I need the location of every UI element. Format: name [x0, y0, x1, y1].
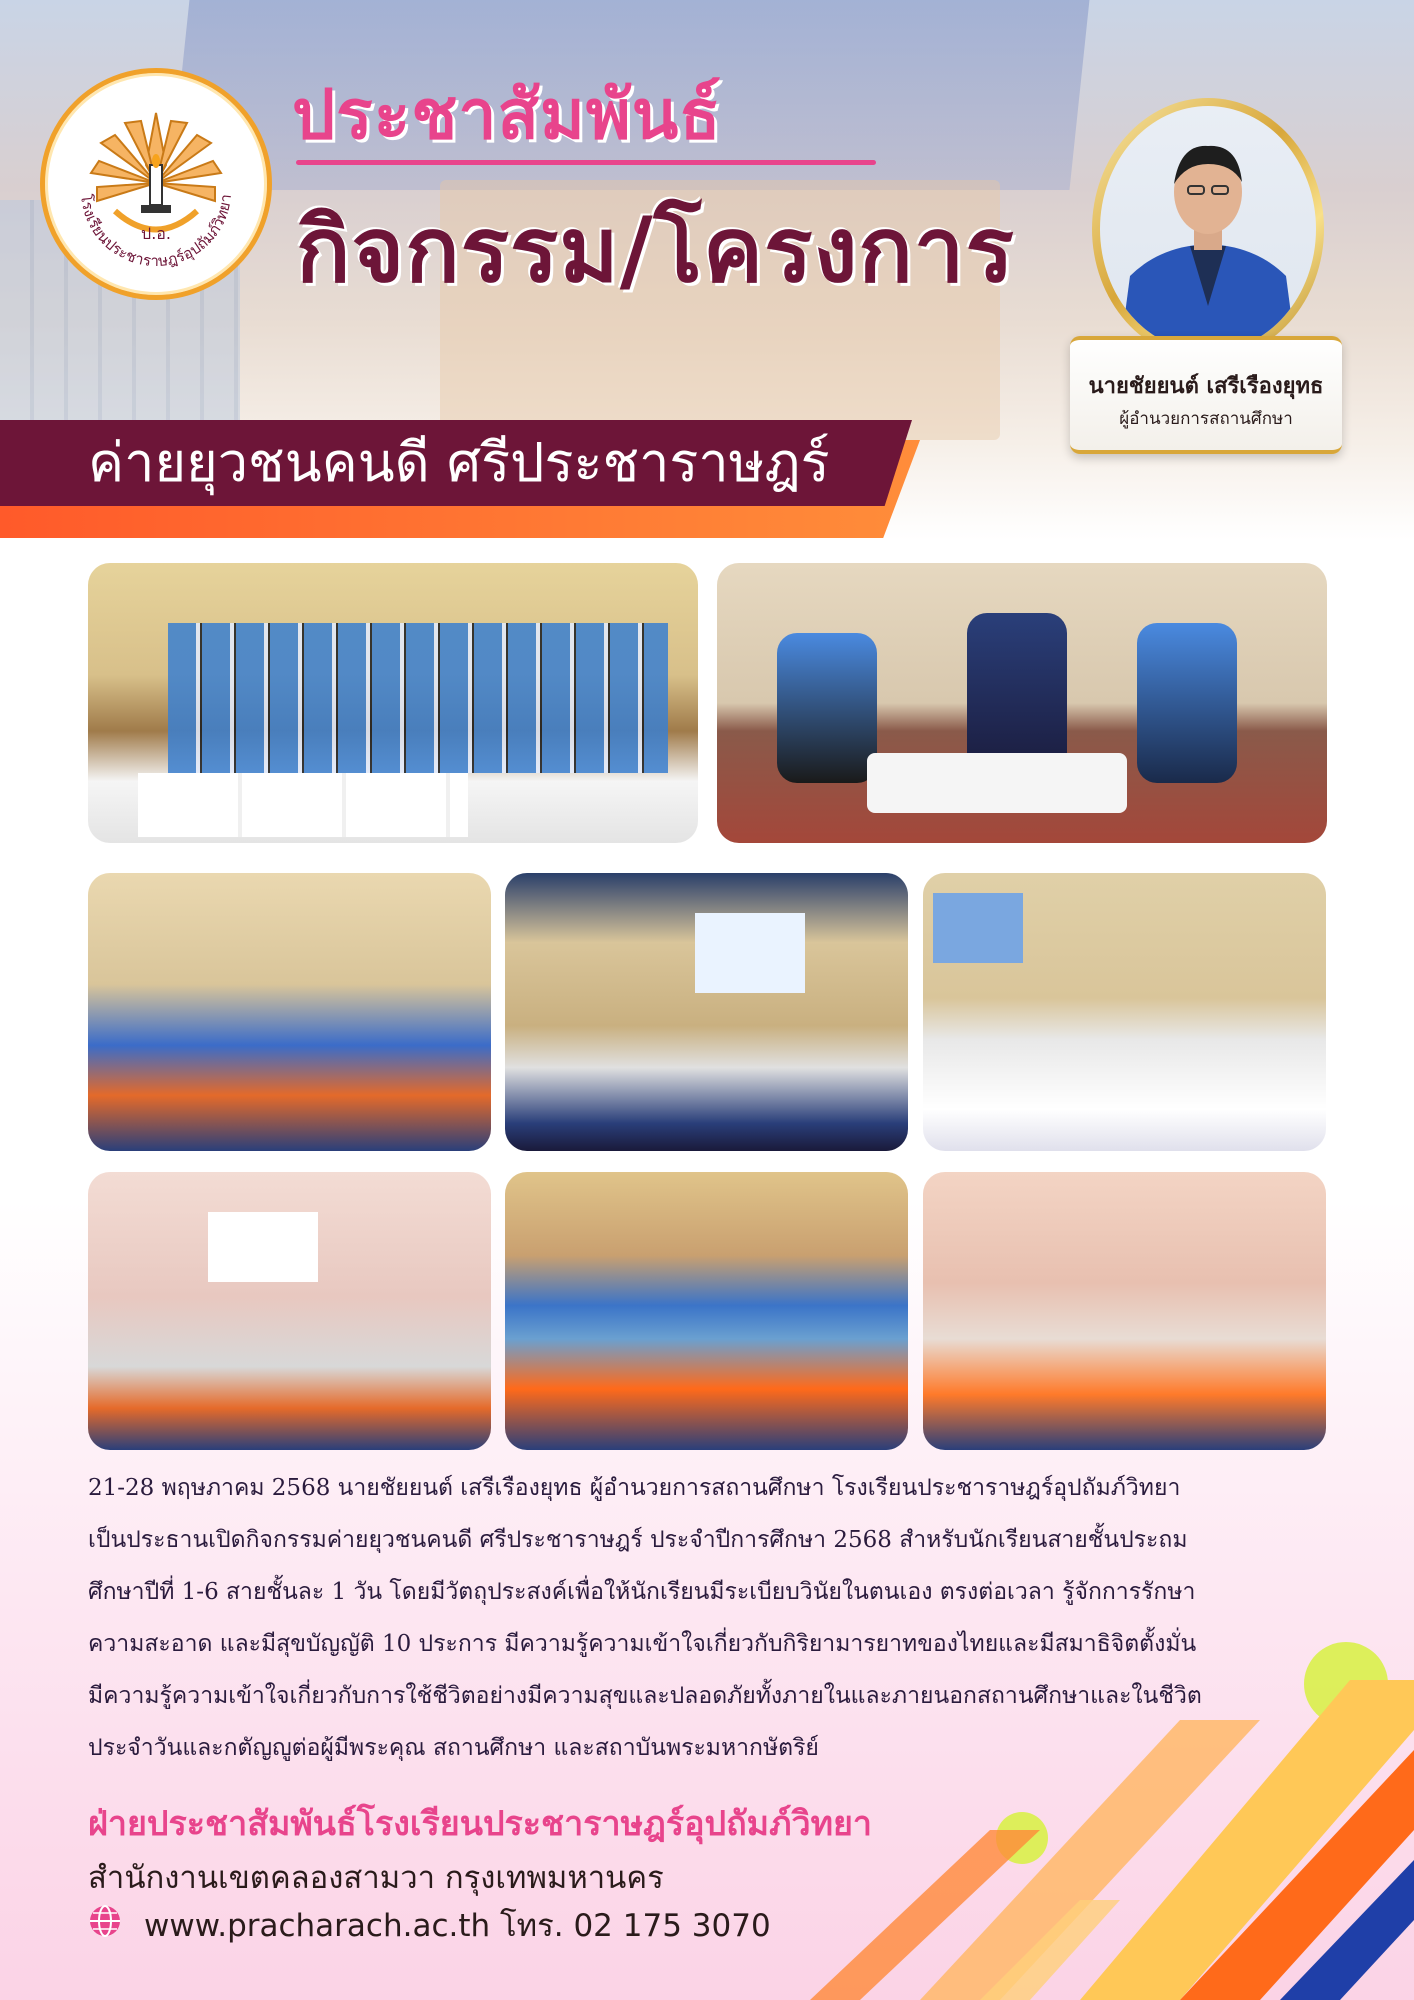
director-role: ผู้อำนวยการสถานศึกษา	[1119, 409, 1293, 429]
article-line: เป็นประธานเปิดกิจกรรมค่ายยุวชนคนดี ศรีประชาราษฎร์ ประจำปีการศึกษา 2568 สำหรับนักเรียนสายชั้นประถม	[88, 1527, 1188, 1553]
director-nameplate	[1070, 336, 1342, 454]
article-line: มีความรู้ความเข้าใจเกี่ยวกับการใช้ชีวิตอย่างมีความสุขและปลอดภัยทั้งภายในและภายนอกสถานศึกษาและในชีวิต	[88, 1683, 1202, 1709]
photo-library	[88, 1172, 491, 1450]
director-name: นายชัยยนต์ เสรีเรืองยุทธ	[1088, 374, 1324, 399]
article-line: ประจำวันและกตัญญูต่อผู้มีพระคุณ สถานศึกษา และสถาบันพระมหากษัตริย์	[88, 1735, 819, 1761]
director-portrait-frame	[1092, 98, 1324, 360]
title-divider	[296, 160, 876, 165]
footer-area: สำนักงานเขตคลองสามวา กรุงเทพมหานคร	[88, 1860, 664, 1896]
logo-initials: ป.อ.	[141, 224, 171, 243]
footer-contact[interactable]: www.pracharach.ac.th โทร. 02 175 3070	[144, 1908, 771, 1944]
article-line: ความสะอาด และมีสุขบัญญัติ 10 ประการ มีความรู้ความเข้าใจเกี่ยวกับกิริยามารยาทของไทยและมีสมาธิจิตตั้งมั่น	[88, 1631, 1197, 1657]
photo-room	[923, 1172, 1326, 1450]
photo-hall-orange	[505, 1172, 908, 1450]
director-photo	[1100, 106, 1316, 352]
school-logo	[40, 68, 272, 300]
photo-activity-1	[88, 873, 491, 1151]
photo-activity-3	[923, 873, 1326, 1151]
footer-department: ฝ่ายประชาสัมพันธ์โรงเรียนประชาราษฎร์อุปถัมภ์วิทยา	[88, 1804, 873, 1844]
director-figure-icon	[1100, 106, 1316, 352]
photo-activity-2	[505, 873, 908, 1151]
title-announcement: ประชาสัมพันธ์	[292, 76, 722, 155]
photo-seated-officials	[717, 563, 1327, 843]
banner-title: ค่ายยุวชนคนดี ศรีประชาราษฎร์	[88, 431, 830, 494]
school-emblem-icon	[45, 73, 267, 295]
article-line: ศึกษาปีที่ 1-6 สายชั้นละ 1 วัน โดยมีวัตถุประสงค์เพื่อให้นักเรียนมีระเบียบวินัยในตนเอง ตรงต่อเวลา รู้จักการรักษา	[88, 1579, 1196, 1605]
title-activity: กิจกรรม/โครงการ	[296, 198, 1015, 303]
globe-icon	[88, 1904, 122, 1938]
article-line: 21-28 พฤษภาคม 2568 นายชัยยนต์ เสรีเรืองยุทธ ผู้อำนวยการสถานศึกษา โรงเรียนประชาราษฎร์อุปถัมภ์วิทยา	[88, 1475, 1181, 1501]
photo-group-stage	[88, 563, 698, 843]
logo-school-name: โรงเรียนประชาราษฎร์อุปถัมภ์วิทยา	[77, 193, 236, 271]
